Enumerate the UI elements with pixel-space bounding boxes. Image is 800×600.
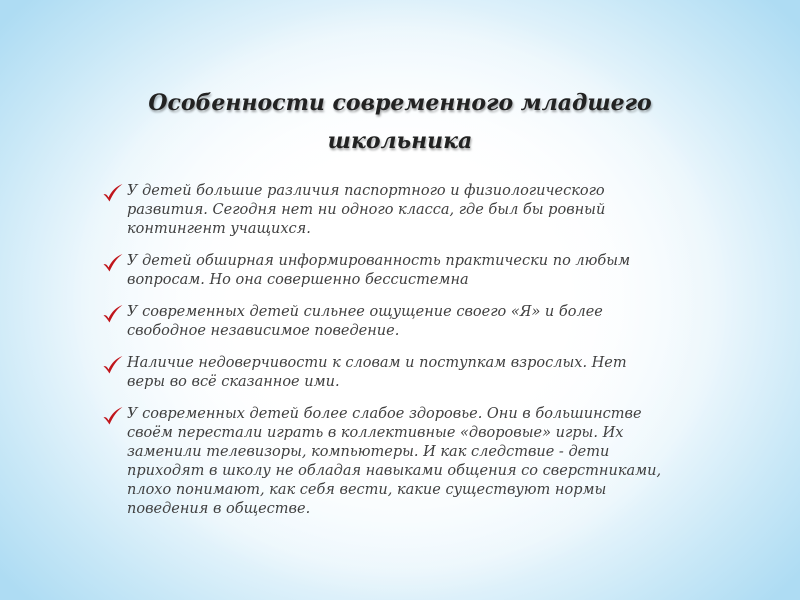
checkmark-icon bbox=[102, 183, 124, 203]
slide-title bbox=[80, 84, 720, 160]
list-item bbox=[102, 182, 662, 239]
list-item-text: У современных детей сильнее ощущение своего «Я» и более свободное независимое поведение. bbox=[127, 304, 603, 339]
list-item-text: У современных детей более слабое здоровье. Они в большинстве своём перестали играть в коллективные «дворовые» игры. Их заменили телевизоры, компьютеры. И как следствие - дети приходят в школу не обладая навыками общения со сверстниками, плохо понимают, как себя вести, какие существуют нормы поведения в обществе. bbox=[127, 406, 662, 517]
list-item-text: У детей большие различия паспортного и физиологического развития. Сегодня нет ни одного класса, где был бы ровный контингент учащихся. bbox=[127, 183, 606, 237]
list-item bbox=[102, 354, 662, 392]
list-item-text: У детей обширная информированность практически по любым вопросам. Но она совершенно бессистемна bbox=[127, 253, 631, 288]
list-item bbox=[102, 303, 662, 341]
bullet-list bbox=[102, 182, 662, 532]
checkmark-icon bbox=[102, 253, 124, 273]
list-item bbox=[102, 405, 662, 519]
list-item bbox=[102, 252, 662, 290]
checkmark-icon bbox=[102, 406, 124, 426]
checkmark-icon bbox=[102, 304, 124, 324]
slide-title-line-1: Особенности современного младшего bbox=[148, 90, 652, 116]
slide-title-line-2: школьника bbox=[327, 128, 473, 154]
checkmark-icon bbox=[102, 355, 124, 375]
list-item-text: Наличие недоверчивости к словам и поступкам взрослых. Нет веры во всё сказанное ими. bbox=[127, 355, 627, 390]
